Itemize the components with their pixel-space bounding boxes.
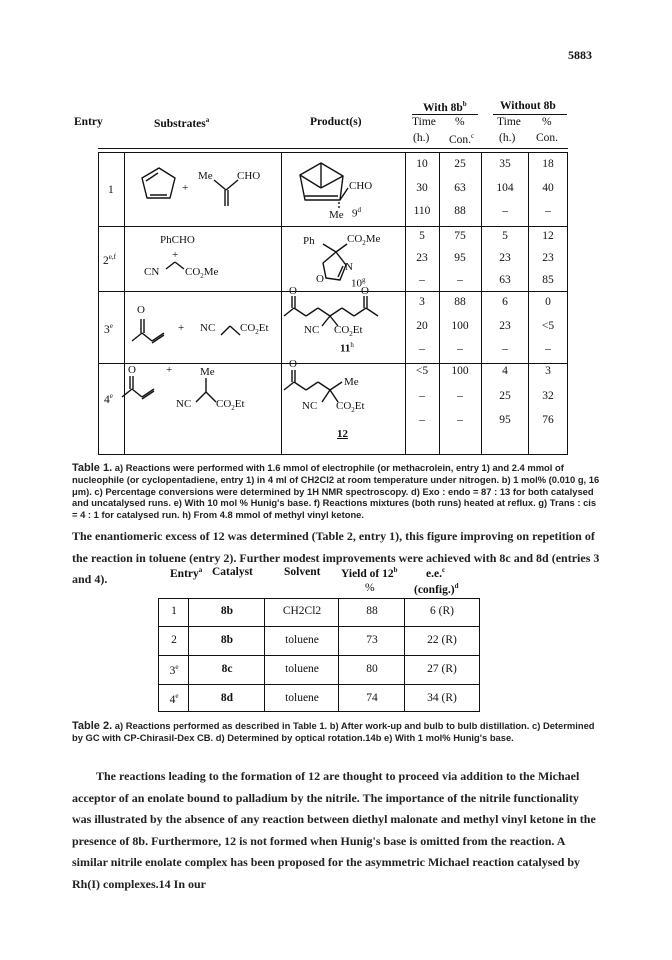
oxazoline-product-structure	[323, 244, 347, 280]
compound-label-10: 10$^g$	[351, 276, 366, 290]
table2-cell-catalyst: 8b	[220, 605, 234, 617]
table1-cell: –	[419, 274, 425, 286]
paragraph-ee: The enantiomeric excess of 12 was determined (Table 2, entry 1), this figure improving on repetition of the reaction in toluene (entry 2). Further modest improvements were achieved with 8c and 8d (entries 3 and 4).	[72, 529, 600, 587]
table1-cell: 3	[545, 365, 551, 377]
table2-cell-catalyst: 8d	[220, 692, 234, 704]
entry-2: 2$^{e,f}$	[103, 253, 116, 267]
table2-cell-catalyst: 8b	[220, 634, 234, 646]
t2-yield-unit: %	[365, 582, 375, 594]
table1-cell: 0	[545, 296, 551, 308]
substrates-header: Substrates$^a$	[154, 116, 210, 130]
table1-cell: –	[419, 390, 425, 402]
table1-cell: 20	[416, 320, 428, 332]
bis-adduct-11-structure	[284, 296, 378, 326]
table1-cell: –	[457, 343, 463, 355]
table1-cell: <5	[541, 320, 555, 332]
without-time-unit: (h.)	[499, 132, 516, 144]
table1-cell: 63	[499, 274, 511, 286]
table1-cell: 35	[499, 158, 511, 170]
table1-cell: 95	[454, 252, 466, 264]
table2-cell-entry: 1	[171, 605, 177, 617]
table1-cell: 6	[502, 296, 508, 308]
norbornene-product-structure	[300, 163, 348, 210]
table1-cell: 23	[416, 252, 428, 264]
carbonyl-oxygen-label: O	[137, 304, 145, 316]
ester-label: $CO_2Et$	[216, 398, 245, 413]
nitrile-label: NC	[304, 324, 320, 336]
table1-cell: 23	[499, 252, 511, 264]
table2-cell-solvent: toluene	[285, 663, 319, 675]
product-12-structure	[284, 370, 342, 402]
table1-cell: 25	[499, 390, 511, 402]
table1-cell: 12	[542, 230, 554, 242]
table2-cell-ee: 22 (R)	[427, 634, 457, 646]
plus-sign: +	[172, 249, 179, 261]
entry-header: Entry	[74, 116, 103, 128]
table1-cell: 30	[416, 182, 428, 194]
t2-config-header: (config.)$^d$	[414, 582, 459, 596]
nitrile-label: CN	[144, 266, 160, 278]
without-8b-header: Without 8b	[500, 100, 556, 112]
carbonyl-oxygen-label: O	[361, 285, 369, 297]
table2-cell-entry: 4e	[169, 692, 179, 706]
table1-cell: –	[457, 414, 463, 426]
table1-cell: –	[502, 205, 508, 217]
with-pct-header: %	[455, 116, 465, 128]
plus-sign: +	[182, 182, 189, 194]
methacrolein-structure	[214, 180, 238, 206]
plus-sign: +	[166, 364, 173, 376]
table1-cell: 4	[502, 365, 508, 377]
methyl-vinyl-ketone-structure-row4	[122, 376, 154, 399]
with-8b-header: With $8b^b$	[423, 100, 467, 114]
table1-cell: 23	[499, 320, 511, 332]
with-time-header: Time	[412, 116, 436, 128]
ester-label: $CO_2Me$	[185, 266, 219, 281]
table1-cell: 76	[542, 414, 554, 426]
table1-cell: –	[457, 390, 463, 402]
t2-yield-header: Yield of 12$^b$	[341, 566, 398, 580]
table1-cell: 88	[454, 296, 466, 308]
table2-cell-ee: 27 (R)	[427, 663, 457, 675]
methyl-label: Me	[329, 209, 344, 221]
entry-1: 1	[108, 184, 114, 196]
table2-cell-solvent: CH2Cl2	[282, 605, 322, 617]
table2-cell-solvent: toluene	[285, 634, 319, 646]
t2-ee-header: e.e.$^c$	[426, 566, 446, 580]
t2-entry-header: Entry$^a$	[170, 566, 203, 580]
page-number: 5883	[568, 48, 592, 62]
paragraph-mechanism: The reactions leading to the formation of 12 are thought to proceed via addition to the Michael acceptor of an enolate bound to palladium by the nitrile. The importance of the nitrile functionality was illustrated by the absence of any reaction between diethyl malonate and methyl vinyl ketone in the presence of 8b. Furthermore, 12 is not formed when Hunig's base is omitted from the reaction. A similar nitrile enolate complex has been proposed for the asymmetric Michael reaction catalysed by Rh(I) complexes.14 In our	[72, 769, 596, 891]
without-pct-header: %	[542, 116, 552, 128]
nitrile-label: NC	[302, 400, 318, 412]
table2-cell-catalyst: 8c	[221, 663, 233, 675]
table1-cell: –	[419, 343, 425, 355]
entry-3: 3e	[104, 322, 113, 336]
carbonyl-oxygen-label: O	[289, 285, 297, 297]
table1-cell: 104	[496, 182, 514, 194]
with-conv-header: Con.$^c$	[449, 132, 475, 146]
table1-cell: 23	[542, 252, 554, 264]
t2-catalyst-header: Catalyst	[212, 566, 253, 578]
table2-cell-entry: 2	[171, 634, 177, 646]
table1-cell: 100	[451, 365, 469, 377]
without-time-header: Time	[497, 116, 521, 128]
table1-cell: 95	[499, 414, 511, 426]
compound-label-11: 11$^h$	[340, 341, 354, 355]
table2-cell-yield: 80	[366, 663, 378, 675]
table1-caption: Table 1. a) Reactions were performed with 1.6 mmol of electrophile (or methacrolein, entry 1) and 2.4 mmol of nucleophile (or cyclopentadiene, entry 1) in 4 ml of CH2Cl2 at room temperature under nitrogen. b) 1 mol% (0.010 g, 16 μm). c) Percentage conversions were determined by 1H NMR spectroscopy. d) Exo : endo = 87 : 13 for both catalysed and uncatalysed runs. e) With 10 mol % Hunig's base. f) Reactions mixtures (both runs) heated at reflux. g) Trans : cis = 4 : 1 for catalysed run. h) From 4.8 mmol of methyl vinyl ketone.	[72, 462, 600, 520]
table2-cell-yield: 73	[366, 634, 378, 646]
plus-sign: +	[178, 322, 185, 334]
methyl-vinyl-ketone-structure	[132, 319, 164, 343]
ring-nitrogen-label: N	[345, 261, 353, 273]
ester-label: $CO_2Et$	[336, 400, 365, 415]
carbonyl-oxygen-label: O	[128, 364, 136, 376]
cyclopentadiene-structure	[142, 168, 175, 198]
table2-cell-yield: 74	[366, 692, 378, 704]
table2-cell-ee: 34 (R)	[427, 692, 457, 704]
table1-cell: 25	[454, 158, 466, 170]
table1-cell: –	[419, 414, 425, 426]
table2-cell-entry: 3e	[169, 663, 179, 677]
ester-label: $CO_2Me$	[347, 233, 381, 248]
table2-caption: Table 2. a) Reactions performed as described in Table 1. b) After work-up and bulb to bulb distillation. c) Determined by GC with CP-Chirasil-Dex CB. d) Determined by optical rotation.14b e) With 1 mol% Hunig's base.	[72, 720, 595, 744]
table2-cell-solvent: toluene	[285, 692, 319, 704]
table1-cell: 5	[419, 230, 425, 242]
compound-label-12: 12	[337, 428, 348, 440]
methyl-label: Me	[344, 376, 359, 388]
table1-cell: 63	[454, 182, 466, 194]
products-header: Product(s)	[310, 116, 362, 128]
table1-cell: 40	[542, 182, 554, 194]
table1-cell: –	[545, 205, 551, 217]
table2-cell-yield: 88	[366, 605, 378, 617]
with-time-unit: (h.)	[413, 132, 430, 144]
methyl-label: Me	[198, 170, 213, 182]
table1-cell: 5	[502, 230, 508, 242]
table1-cell: 10	[416, 158, 428, 170]
table1-cell: 88	[454, 205, 466, 217]
table1-cell: –	[457, 274, 463, 286]
table1-cell: 110	[413, 205, 431, 217]
benzaldehyde-label: PhCHO	[160, 234, 195, 246]
aldehyde-label: CHO	[237, 170, 261, 182]
ethyl-cyanopropanoate-structure	[196, 378, 216, 402]
carbonyl-oxygen-label: O	[289, 358, 297, 370]
table1-cell: –	[502, 343, 508, 355]
table1-cell: 3	[419, 296, 425, 308]
table1-cell: 18	[542, 158, 554, 170]
table1-cell: 75	[454, 230, 466, 242]
aldehyde-label: CHO	[349, 180, 373, 192]
nitrile-label: NC	[176, 398, 192, 410]
table1-cell: 32	[542, 390, 554, 402]
entry-4: 4e	[104, 392, 113, 406]
table2-cell-ee: 6 (R)	[430, 605, 454, 617]
methyl-label: Me	[200, 366, 215, 378]
table1-cell: 100	[451, 320, 469, 332]
nitrile-label: NC	[200, 322, 216, 334]
phenyl-label: Ph	[303, 235, 315, 247]
ester-label: $CO_2Et$	[240, 322, 269, 337]
table1-cell: <5	[415, 365, 429, 377]
t2-solvent-header: Solvent	[284, 566, 321, 578]
compound-label-9: 9$^d$	[352, 206, 361, 220]
ester-label: $CO_2Et$	[334, 324, 363, 339]
ring-oxygen-label: O	[316, 273, 324, 285]
table1-cell: 85	[542, 274, 554, 286]
table1-cell: –	[545, 343, 551, 355]
without-conv-header: Con.	[536, 132, 559, 144]
